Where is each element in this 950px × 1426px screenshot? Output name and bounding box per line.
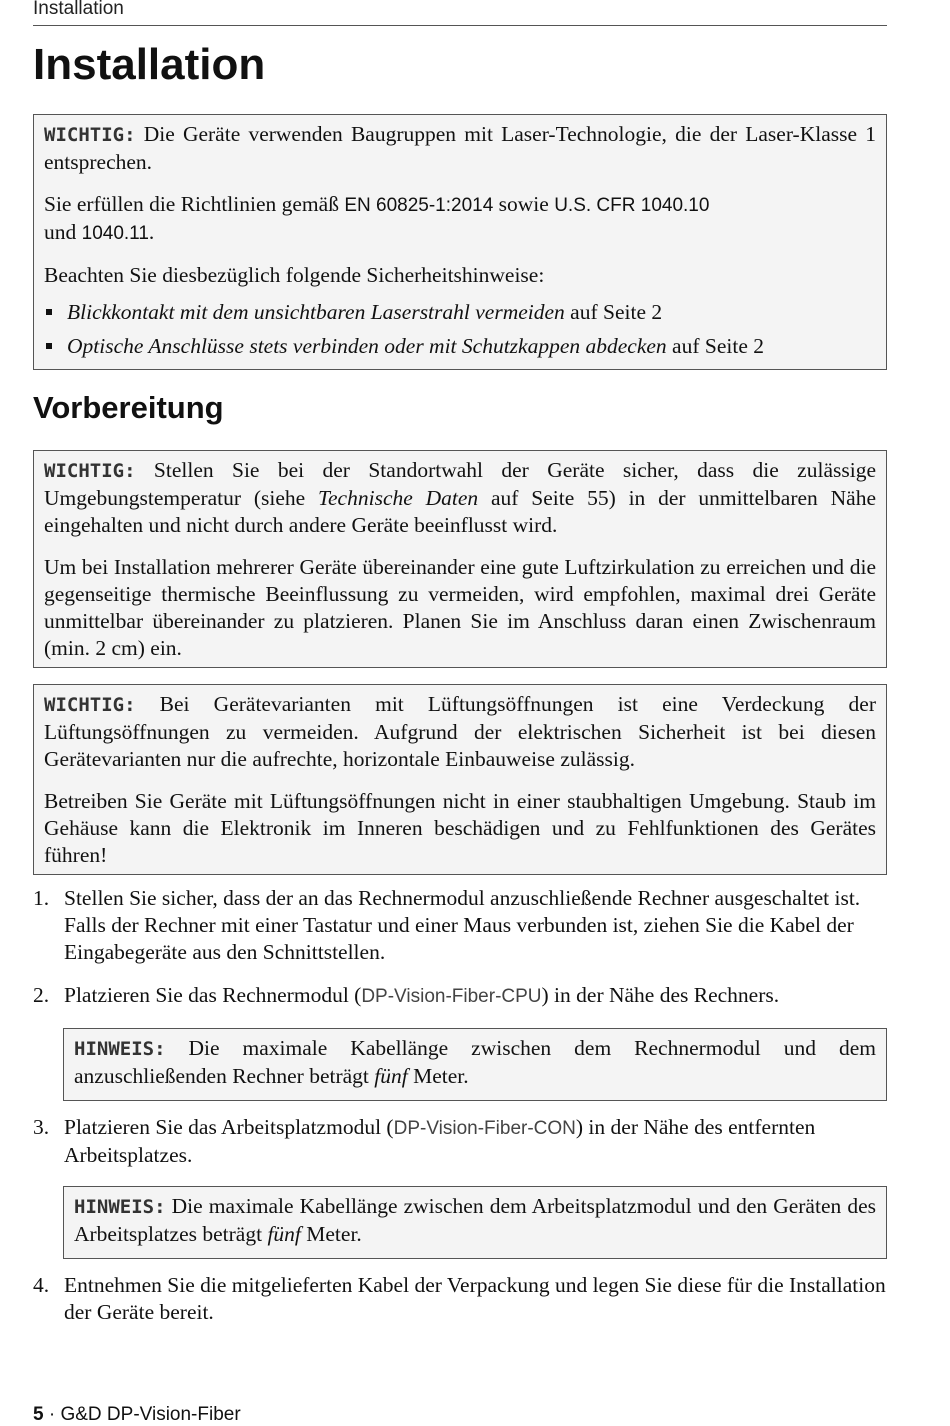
standard-reference: EN 60825-1:2014 (344, 195, 494, 216)
hint-label: HINWEIS: (74, 1038, 166, 1060)
step-item (33, 1272, 887, 1326)
standard-reference: U.S. CFR 1040.10 (554, 195, 710, 216)
step-item (33, 1114, 887, 1169)
hint-cable-length-con: HINWEIS: Die maximale Kabellänge zwischen dem Arbeitsplatzmodul und den Geräten des Arbeitsplatzes beträgt fünf Meter. (63, 1186, 887, 1259)
device-name: DP-Vision-Fiber-CPU (361, 986, 542, 1007)
notice-paragraph: WICHTIG: Stellen Sie bei der Standortwahl der Geräte sicher, dass die zulässige Umgebungstemperatur (siehe Technische Daten auf Seite 55) in der unmittelbaren Nähe eingehalten und nicht durch andere Geräte beeinflusst wird. (44, 458, 876, 537)
section-title: Vorbereitung (33, 390, 224, 425)
page-footer: 5 · G&D DP-Vision-Fiber (33, 1404, 241, 1425)
notice-paragraph: Betreiben Sie Geräte mit Lüftungsöffnungen nicht in einer staubhaltigen Umgebung. Staub im Gehäuse kann die Elektronik im Inneren beschädigen und zu Fehlfunktionen des Gerätes führen! (44, 789, 876, 867)
step-text: Entnehmen Sie die mitgelieferten Kabel der Verpackung und legen Sie diese für die Installation der Geräte bereit. (64, 1273, 886, 1324)
notice-label: WICHTIG: (44, 694, 136, 716)
list-item: Blickkontakt mit dem unsichtbaren Laserstrahl vermeiden auf Seite 2 (44, 299, 876, 326)
hint-label: HINWEIS: (74, 1196, 166, 1218)
cross-reference-link[interactable]: Optische Anschlüsse stets verbinden oder mit Schutzkappen abdecken (67, 334, 667, 358)
notice-label: WICHTIG: (44, 460, 136, 482)
product-name: G&D DP-Vision-Fiber (60, 1404, 241, 1425)
step-item (33, 982, 887, 1010)
notice-paragraph: Beachten Sie diesbezüglich folgende Sicherheitshinweise: (44, 263, 545, 287)
cross-reference-link[interactable]: Blickkontakt mit dem unsichtbaren Laserstrahl vermeiden (67, 300, 565, 324)
notice-label: WICHTIG: (44, 124, 136, 146)
device-name: DP-Vision-Fiber-CON (393, 1118, 576, 1139)
running-header: Installation (33, 0, 124, 19)
step-text: Platzieren Sie das Rechnermodul (DP-Vision-Fiber-CPU) in der Nähe des Rechners. (64, 983, 780, 1007)
notice-paragraph: Sie erfüllen die Richtlinien gemäß EN 60825-1:2014 sowie U.S. CFR 1040.10 und 1040.11. (44, 192, 710, 244)
list-item: Optische Anschlüsse stets verbinden oder mit Schutzkappen abdecken auf Seite 2 (44, 333, 876, 360)
standard-reference: 1040.11 (81, 223, 149, 244)
step-number: 1. (33, 886, 50, 910)
step-number: 2. (33, 983, 50, 1007)
cross-reference-link[interactable]: Technische Daten (318, 486, 479, 510)
step-text: Stellen Sie sicher, dass der an das Rechnermodul anzuschließende Rechner ausgeschaltet ist. Falls der Rechner mit einer Tastatur und einer Maus verbunden ist, ziehen Sie die Kabel der Eingabegeräte aus den Schnittstellen. (64, 886, 861, 964)
step-item (33, 885, 887, 966)
notice-paragraph: Um bei Installation mehrerer Geräte übereinander eine gute Luftzirkulation zu erreichen und die gegenseitige thermische Beeinflussung zu vermeiden, wird empfohlen, maximal drei Geräte unmittelbar übereinander zu platzieren. Planen Sie im Anschluss daran einen Zwischenraum (min. 2 cm) ein. (44, 555, 876, 660)
page-number: 5 (33, 1404, 44, 1425)
notice-paragraph: WICHTIG: Die Geräte verwenden Baugruppen mit Laser-Technologie, die der Laser-Klasse 1 entsprechen. (44, 122, 876, 174)
step-number: 3. (33, 1115, 50, 1139)
step-text: Platzieren Sie das Arbeitsplatzmodul (DP-Vision-Fiber-CON) in der Nähe des entfernten Arbeitsplatzes. (64, 1115, 816, 1167)
hint-cable-length-cpu: HINWEIS: Die maximale Kabellänge zwischen dem Rechnermodul und dem anzuschließenden Rechner beträgt fünf Meter. (63, 1028, 887, 1101)
notice-paragraph: WICHTIG: Bei Gerätevarianten mit Lüftungsöffnungen ist eine Verdeckung der Lüftungsöffnungen zu vermeiden. Aufgrund der elektrischen Sicherheit ist bei diesen Gerätevarianten nur die aufrechte, horizontale Einbauweise zulässig. (44, 692, 876, 771)
step-number: 4. (33, 1273, 50, 1297)
page-title: Installation (33, 40, 266, 89)
